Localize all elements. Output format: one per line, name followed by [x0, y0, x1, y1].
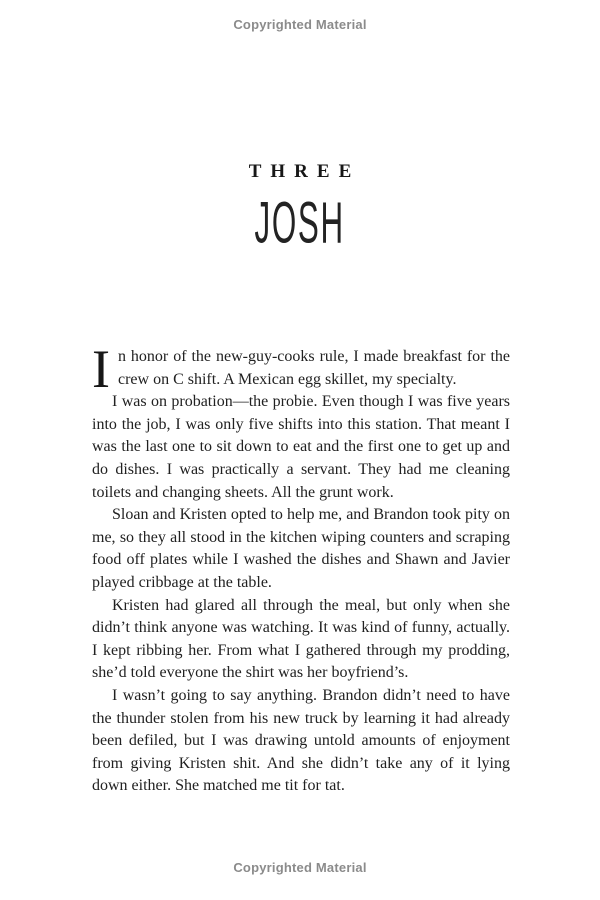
copyright-banner-top: Copyrighted Material: [233, 17, 367, 32]
body-text: [92, 339, 510, 798]
paragraph: Kristen had glared all through the meal, but only when she didn’t think anyone was watching. It was kind of funny, actually. I kept ribbing her. From what I gathered through my prodding, she’d told everyone the shirt was her boyfriend’s.: [92, 596, 510, 682]
paragraph: Sloan and Kristen opted to help me, and Brandon took pity on me, so they all stood in the kitchen wiping counters and scraping food off plates while I washed the dishes and Shawn and Javier played cribbage at the table.: [92, 506, 510, 591]
paragraph: I was on probation—the probie. Even though I was five years into the job, I was only five shifts into this station. That meant I was the last one to sit down to eat and the first one to get up and do dishes. I was practically a servant. They had me cleaning toilets and changing sheets. All the grunt work.: [92, 393, 510, 501]
drop-cap: I: [92, 339, 110, 399]
paragraph-text: n honor of the new-guy-cooks rule, I made breakfast for the crew on C shift. A Mexican egg skillet, my specialty.: [117, 348, 510, 388]
paragraph: I wasn’t going to say anything. Brandon didn’t need to have the thunder stolen from his new truck by learning it had already been defiled, but I was drawing untold amounts of enjoyment from giving Kristen shit. And she didn’t take any of it lying down either. She matched me tit for tat.: [92, 686, 510, 795]
chapter-number: THREE: [248, 161, 361, 182]
chapter-title: [0, 188, 600, 256]
paragraph: [92, 339, 510, 399]
copyright-banner-bottom: Copyrighted Material: [233, 860, 367, 875]
chapter-title-text: JOSH: [254, 188, 346, 255]
